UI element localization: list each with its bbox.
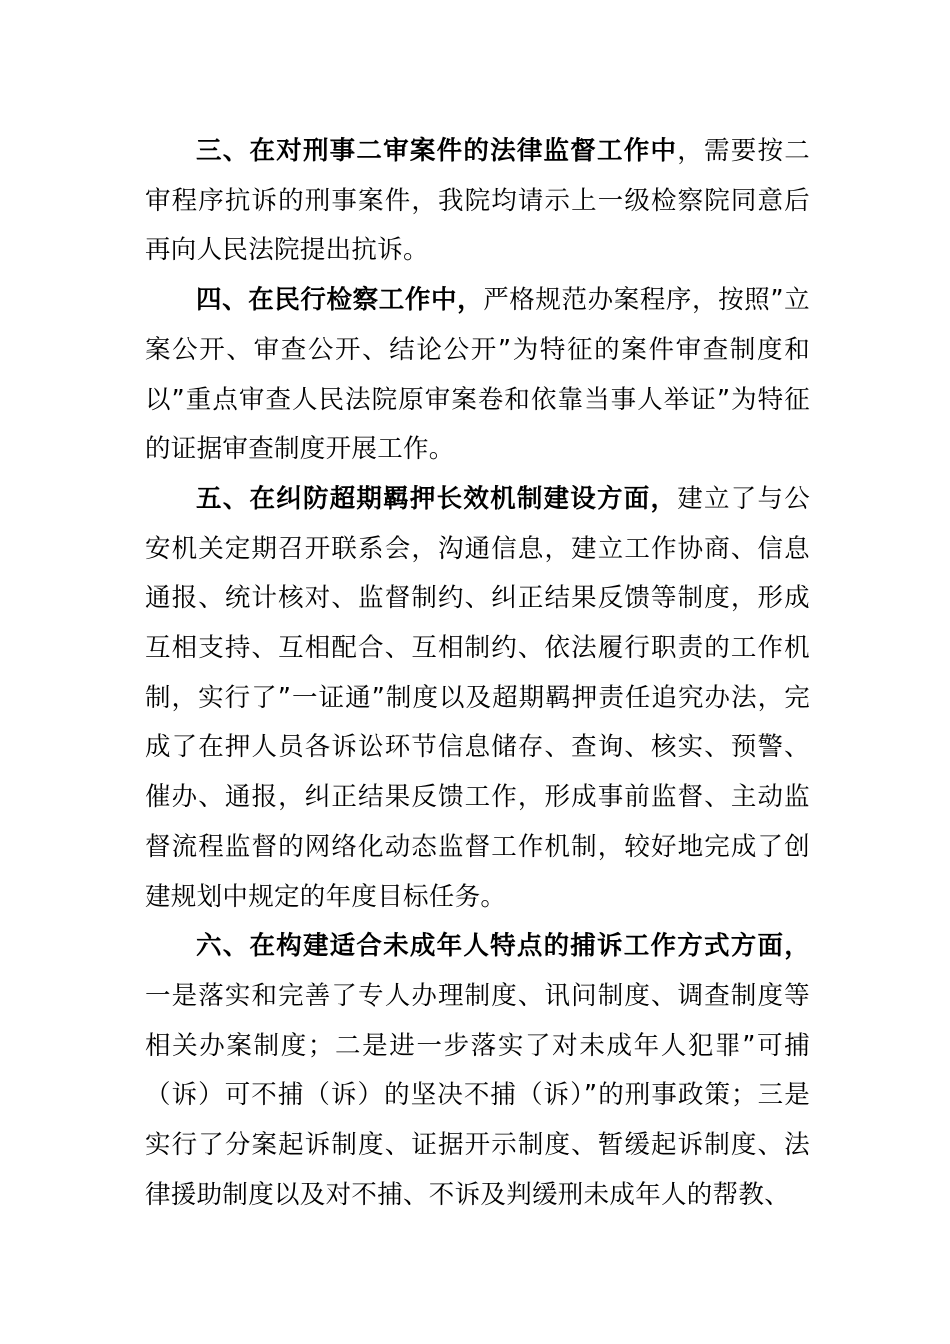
document-body xyxy=(145,127,810,1220)
paragraph-6 xyxy=(145,922,810,1220)
paragraph-5-heading: 五、在纠防超期羁押长效机制建设方面， xyxy=(196,483,678,514)
paragraph-5 xyxy=(145,475,810,922)
paragraph-3-heading: 三、在对刑事二审案件的法律监督工作中 xyxy=(196,136,678,166)
paragraph-6-text: 一是落实和完善了专人办理制度、讯问制度、调查制度等相关办案制度；二是进一步落实了对未成年人犯罪”可捕（诉）可不捕（诉）的坚决不捕（诉）”的刑事政策；三是实行了分案起诉制度、证据开示制度、暂缓起诉制度、法律援助制度以及对不捕、不诉及判缓刑未成年人的帮教、 xyxy=(145,980,810,1210)
paragraph-3-text: ，需要按二审程序抗诉的刑事案件，我院均请示上一级检察院同意后再向人民法院提出抗诉。 xyxy=(145,136,810,266)
paragraph-6-heading: 六、在构建适合未成年人特点的捕诉工作方式方面， xyxy=(196,931,810,962)
paragraph-4-text: 严格规范办案程序，按照”立案公开、审查公开、结论公开”为特征的案件审查制度和以”重点审查人民法院原审案卷和依靠当事人举证”为特征的证据审查制度开展工作。 xyxy=(145,285,810,465)
paragraph-4-heading: 四、在民行检察工作中， xyxy=(196,285,484,316)
paragraph-5-text: 建立了与公安机关定期召开联系会，沟通信息，建立工作协商、信息通报、统计核对、监督制约、纠正结果反馈等制度，形成互相支持、互相配合、互相制约、依法履行职责的工作机制，实行了”一证通”制度以及超期羁押责任追究办法，完成了在押人员各诉讼环节信息储存、查询、核实、预警、催办、通报，纠正结果反馈工作，形成事前监督、主动监督流程监督的网络化动态监督工作机制，较好地完成了创建规划中规定的年度目标任务。 xyxy=(145,483,810,912)
paragraph-4 xyxy=(145,276,810,475)
paragraph-3 xyxy=(145,127,810,276)
